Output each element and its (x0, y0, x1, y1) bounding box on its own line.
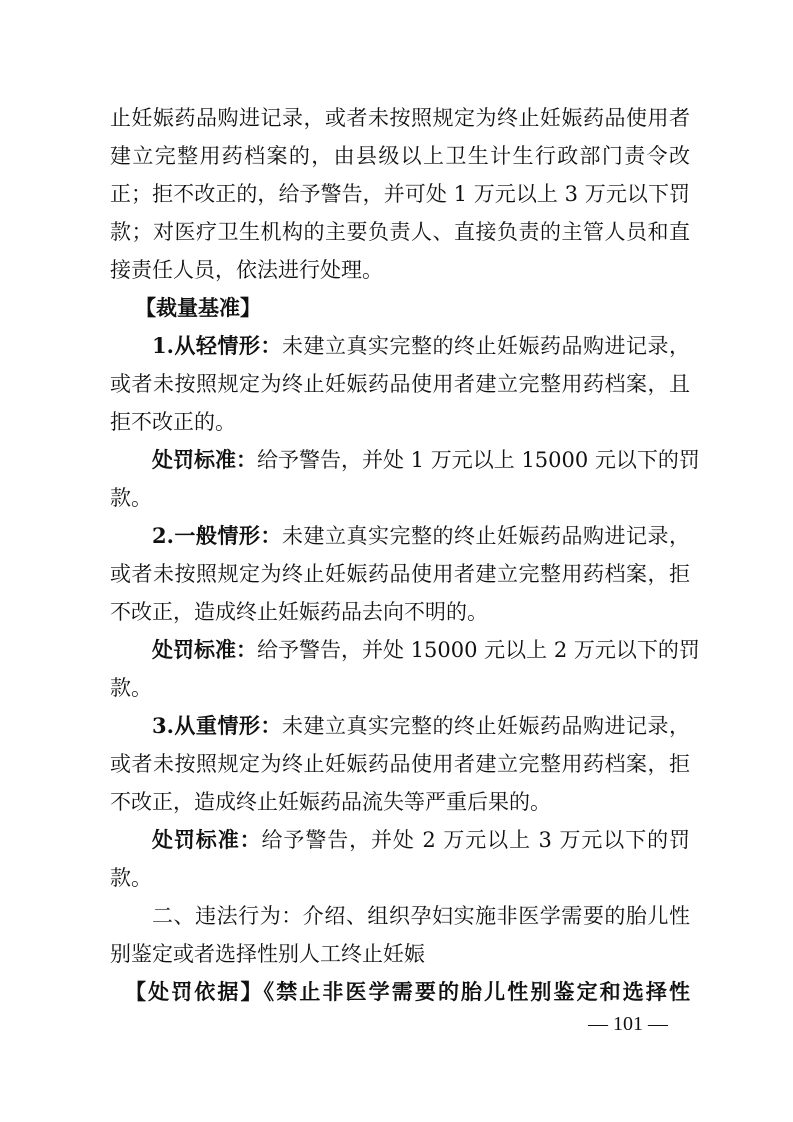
page-number: — 101 — (588, 1013, 668, 1035)
section-title-line: 别鉴定或者选择性别人工终止妊娠 (110, 942, 425, 966)
general-case-text: 未建立真实完整的终止妊娠药品购进记录， (281, 524, 690, 548)
paragraph-line: 正；拒不改正的，给予警告，并可处 1 万元以上 3 万元以下罚 (110, 182, 690, 206)
basis-heading: 【处罚依据】《禁止非医学需要的胎儿性别鉴定和选择性 (125, 979, 690, 1004)
paragraph-line: 接责任人员，依法进行处理。 (110, 258, 383, 282)
general-case-line (152, 522, 690, 550)
general-penalty-line (152, 636, 700, 664)
penalty-label: 处罚标准： (152, 827, 262, 852)
paragraph-line: 或者未按照规定为终止妊娠药品使用者建立完整用药档案，且 (110, 372, 690, 396)
paragraph-line: 款。 (110, 866, 152, 890)
heavy-case-text: 未建立真实完整的终止妊娠药品购进记录， (281, 714, 690, 738)
heavy-penalty-line (152, 826, 690, 854)
light-penalty-line (152, 446, 700, 474)
light-case-line (152, 332, 690, 360)
paragraph-line: 款。 (110, 676, 152, 700)
paragraph-line: 不改正，造成终止妊娠药品流失等严重后果的。 (110, 790, 551, 814)
discretion-heading: 【裁量基准】 (135, 295, 261, 320)
penalty-label: 处罚标准： (152, 447, 257, 472)
paragraph-line: 或者未按照规定为终止妊娠药品使用者建立完整用药档案，拒 (110, 752, 690, 776)
penalty-text: 给予警告，并处 2 万元以上 3 万元以下的罚 (261, 828, 690, 852)
light-case-text: 未建立真实完整的终止妊娠药品购进记录， (281, 334, 690, 358)
section-title-line: 二、违法行为：介绍、组织孕妇实施非医学需要的胎儿性 (152, 904, 690, 928)
heavy-case-label: 3.从重情形： (152, 713, 282, 738)
penalty-text: 给予警告，并处 1 万元以上 15000 元以下的罚 (257, 448, 700, 472)
penalty-text: 给予警告，并处 15000 元以上 2 万元以下的罚 (257, 638, 700, 662)
general-case-label: 2.一般情形： (152, 523, 282, 548)
paragraph-line: 款；对医疗卫生机构的主要负责人、直接负责的主管人员和直 (110, 220, 690, 244)
paragraph-line: 不改正，造成终止妊娠药品去向不明的。 (110, 600, 488, 624)
paragraph-line: 止妊娠药品购进记录，或者未按照规定为终止妊娠药品使用者 (110, 106, 690, 130)
heavy-case-line (152, 712, 690, 740)
paragraph-line: 或者未按照规定为终止妊娠药品使用者建立完整用药档案，拒 (110, 562, 690, 586)
paragraph-line: 款。 (110, 486, 152, 510)
paragraph-line: 拒不改正的。 (110, 410, 236, 434)
light-case-label: 1.从轻情形： (152, 333, 282, 358)
penalty-label: 处罚标准： (152, 637, 257, 662)
paragraph-line: 建立完整用药档案的，由县级以上卫生计生行政部门责令改 (110, 144, 690, 168)
